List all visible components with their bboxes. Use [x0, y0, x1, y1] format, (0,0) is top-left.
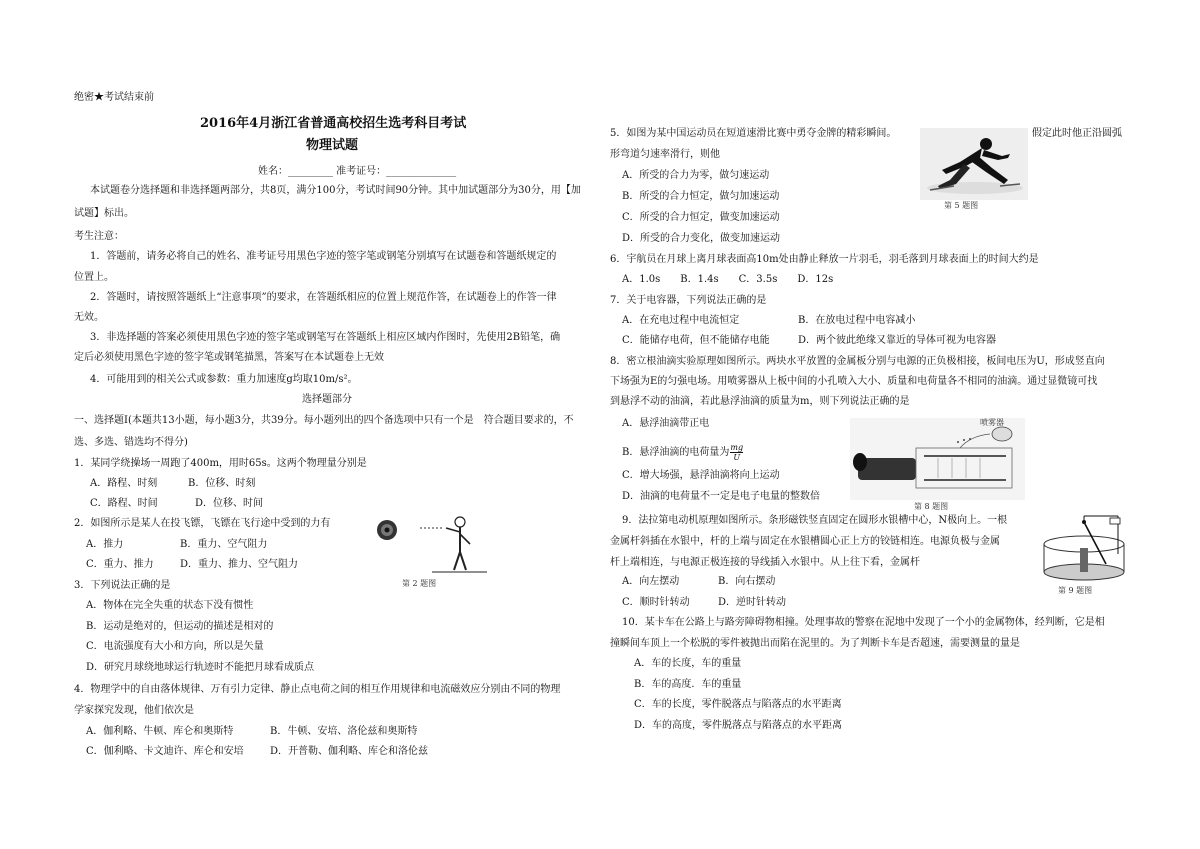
q8-option-b-text: B．悬浮油滴的电荷量为 [622, 447, 730, 458]
q8-fraction-denominator: U [733, 453, 741, 462]
q7-option-d: D．两个彼此绝缘又靠近的导体可视为电容器 [798, 335, 997, 346]
q2-option-c: C．重力、推力 [86, 559, 154, 570]
q9-option-d: D．逆时针转动 [718, 597, 787, 608]
intro-line-1: 本试题卷分选择题和非选择题两部分，共8页，满分100分，考试时间90分钟。其中加试题部分为30分，用【加 [90, 185, 581, 196]
q4-option-b: B．牛顿、安培、洛伦兹和奥斯特 [270, 726, 418, 737]
q8-stem: 8．密立根油滴实验原理如图所示。两块水平放置的金属板分别与电源的正负极相接，板间电压为U，形成竖直向 [610, 356, 1105, 367]
q3-option-a: A．物体在完全失重的状态下没有惯性 [86, 600, 254, 611]
q9-stem-3: 杆上端相连，与电源正极连接的导线插入水银中。从上往下看，金属杆 [610, 557, 920, 568]
figure-5-caption: 第 5 题图 [944, 201, 979, 210]
notice-4: 4．可能用到的相关公式或参数：重力加速度g均取10m/s²。 [90, 374, 358, 385]
notice-2b: 无效。 [74, 312, 104, 323]
q8-option-a: A．悬浮油滴带正电 [622, 418, 710, 429]
q7-stem: 7．关于电容器，下列说法正确的是 [610, 295, 767, 306]
figure-9-faraday-motor [1036, 514, 1132, 598]
figure-5-skater [920, 128, 1028, 212]
notice-3a: 3．非选择题的答案必须使用黑色字迹的签字笔或钢笔写在答题纸上相应区域内作图时，先使用2B铅笔，确 [90, 332, 561, 343]
intro-line-2: 试题】标出。 [74, 208, 134, 219]
q6-options: A．1.0s B．1.4s C．3.5s D．12s [622, 274, 834, 285]
q8-fraction [730, 443, 743, 462]
notice-3b: 定后必须使用黑色字迹的签字笔或钢笔描黑，答案写在本试题卷上无效 [74, 352, 384, 363]
exam-title: 2016年4月浙江省普通高校招生选考科目考试 [200, 116, 467, 131]
q8-option-d: D．油滴的电荷量不一定是电子电量的整数倍 [622, 491, 821, 502]
q10-stem: 10．某卡车在公路上与路旁障碍物相撞。处理事故的警察在泥地中发现了一个小的金属物体，经判断，它是相 [622, 617, 1105, 628]
notice-2a: 2．答题时，请按照答题纸上“注意事项”的要求，在答题纸相应的位置上规范作答，在试题卷上的作答一律 [90, 292, 557, 303]
q10-option-b: B．车的高度．车的重量 [634, 679, 742, 690]
q9-option-a: A．向左摆动 [622, 576, 680, 587]
q3-option-b: B．运动是绝对的，但运动的描述是相对的 [86, 621, 274, 632]
q2-stem: 2．如图所示是某人在投飞镖，飞镖在飞行途中受到的力有 [74, 518, 331, 529]
notice-1b: 位置上。 [74, 272, 114, 283]
figure-2-caption: 第 2 题图 [402, 579, 437, 588]
q4-option-a: A．伽利略、牛顿、库仑和奥斯特 [86, 726, 234, 737]
q3-option-c: C．电流强度有大小和方向，所以是矢量 [86, 641, 264, 652]
figure-9-caption: 第 9 题图 [1058, 586, 1093, 595]
q5-option-d: D．所受的合力变化，做变加速运动 [622, 233, 781, 244]
section-title: 选择题部分 [302, 394, 352, 405]
q10-option-a: A．车的长度，车的重量 [634, 658, 742, 669]
dart-thrower-illustration [372, 512, 492, 584]
q1-option-d: D．位移、时间 [195, 498, 264, 509]
q5-stem: 5．如图为某中国运动员在短道速滑比赛中勇夺金牌的精彩瞬间。 [610, 128, 897, 139]
q9-option-c: C．顺时针转动 [622, 597, 690, 608]
figure-8-label: 喷雾器 [980, 418, 1004, 427]
name-line: 姓名：_________ 准考证号：______________ [258, 166, 457, 177]
q10-stem-2: 撞瞬间车顶上一个松脱的零件被抛出而陷在泥里的。为了判断卡车是否超速，需要测量的量是 [610, 638, 1020, 649]
figure-8-millikan [850, 418, 1025, 512]
q7-option-b: B．在放电过程中电容减小 [798, 315, 916, 326]
q5-stem-2: 形弯道匀速率滑行，则他 [610, 149, 720, 160]
speed-skater-illustration [920, 128, 1028, 200]
q3-stem: 3．下列说法正确的是 [74, 580, 171, 591]
q7-option-c: C．能储存电荷，但不能储存电能 [622, 335, 770, 346]
q5-option-b: B．所受的合力恒定，做匀加速运动 [622, 191, 780, 202]
secret-label: 绝密★考试结束前 [74, 92, 154, 103]
figure-8-caption: 第 8 题图 [914, 502, 949, 511]
faraday-motor-illustration [1036, 514, 1132, 586]
q9-stem-2: 金属杆斜插在水银中，杆的上端与固定在水银槽圆心正上方的铰链相连。电源负极与金属 [610, 536, 1000, 547]
millikan-apparatus-illustration [850, 418, 1025, 500]
q5-option-c: C．所受的合力恒定，做变加速运动 [622, 212, 780, 223]
q5-option-a: A．所受的合力为零，做匀速运动 [622, 170, 770, 181]
q2-option-d: D．重力、推力、空气阻力 [180, 559, 299, 570]
q10-option-d: D．车的高度，零件脱落点与陷落点的水平距离 [634, 720, 843, 731]
q2-option-b: B．重力、空气阻力 [180, 539, 268, 550]
q5-stem-tail: 假定此时他正沿圆弧 [1032, 128, 1122, 139]
notice-title: 考生注意： [74, 231, 124, 242]
q4-option-d: D．开普勒、伽利略、库仑和洛伦兹 [270, 746, 429, 757]
q1-option-c: C．路程、时间 [90, 498, 158, 509]
q8-option-c: C．增大场强，悬浮油滴将向上运动 [622, 470, 780, 481]
subject-title: 物理试题 [306, 138, 359, 153]
q2-option-a: A．推力 [86, 539, 124, 550]
q1-stem: 1．某同学绕操场一周跑了400m，用时65s。这两个物理量分别是 [74, 458, 367, 469]
q3-option-d: D．研究月球绕地球运行轨迹时不能把月球看成质点 [86, 662, 315, 673]
q8-fraction-numerator: mg [730, 443, 744, 452]
q1-option-a: A．路程、时刻 [90, 478, 158, 489]
q8-option-b [622, 443, 744, 463]
q1-option-b: B．位移、时刻 [188, 478, 256, 489]
part1-line-1: 一、选择题I(本题共13小题，每小题3分，共39分。每小题列出的四个备选项中只有一个是 符合题目要求的，不 [74, 415, 574, 426]
q8-stem-2: 下场强为E的匀强电场。用喷雾器从上板中间的小孔喷入大小、质量和电荷量各不相同的油滴。通过显微镜可找 [610, 376, 1098, 387]
q4-stem-2: 学家探究发现，他们依次是 [74, 705, 194, 716]
q9-option-b: B．向右摆动 [718, 576, 776, 587]
q10-option-c: C．车的长度，零件脱落点与陷落点的水平距离 [634, 699, 842, 710]
q9-stem: 9．法拉第电动机原理如图所示。条形磁铁竖直固定在圆形水银槽中心，N极向上。一根 [622, 515, 1008, 526]
notice-1a: 1．答题前，请务必将自己的姓名、准考证号用黑色字迹的签字笔或钢笔分别填写在试题卷和答题纸规定的 [90, 251, 557, 262]
q7-option-a: A．在充电过程中电流恒定 [622, 315, 740, 326]
part1-line-2: 选、多选、错选均不得分) [74, 437, 188, 448]
q6-stem: 6．宇航员在月球上离月球表面高10m处由静止释放一片羽毛，羽毛落到月球表面上的时间大约是 [610, 254, 1039, 265]
q8-stem-3: 到悬浮不动的油滴，若此悬浮油滴的质量为m，则下列说法正确的是 [610, 396, 910, 407]
q4-option-c: C．伽利略、卡文迪许、库仑和安培 [86, 746, 244, 757]
figure-2-dart-thrower [372, 512, 492, 592]
q4-stem: 4．物理学中的自由落体规律、万有引力定律、静止点电荷之间的相互作用规律和电流磁效应分别由不同的物理 [74, 684, 561, 695]
